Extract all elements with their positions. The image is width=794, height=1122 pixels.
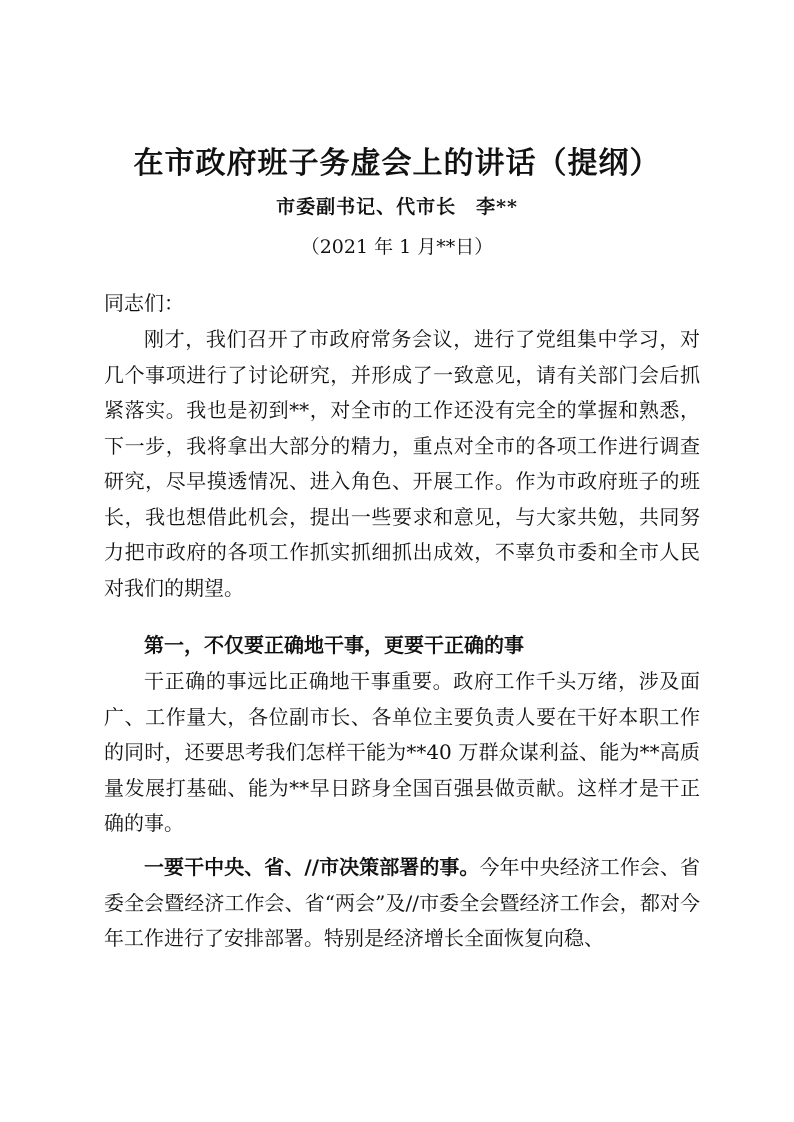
section-heading-first: 第一，不仅要正确地干事，更要干正确的事 <box>144 633 524 657</box>
paragraph-intro: 刚才，我们召开了市政府常务会议，进行了党组集中学习，对几个事项进行了讨论研究，并形成了一致意见，请有关部门会后抓紧落实。我也是初到**，对全市的工作还没有完全的掌握和熟悉，下一步，我将拿出大部分的精力，重点对全市的各项工作进行调查研究，尽早摸透情况、进入角色、开展工作。作为市政府班子的班长，我也想借此机会，提出一些要求和意见，与大家共勉，共同努力把市政府的各项工作抓实抓细抓出成效，不辜负市委和全市人民对我们的期望。 <box>104 327 700 600</box>
point-one-lead: 一要干中央、省、//市决策部署的事。 <box>144 855 480 879</box>
paragraph-point-one <box>104 850 700 957</box>
document-author: 市委副书记、代市长 李** <box>276 196 518 218</box>
point-one-text: 今年中央经济工作会、省委全会暨经济工作会、省“两会”及//市委全会暨经济工作会，都对今年工作进行了安排部署。特别是经济增长全面恢复向稳、 <box>104 855 701 950</box>
paragraph-section-one: 干正确的事远比正确地干事重要。政府工作千头万绪，涉及面广、工作量大，各位副市长、各单位主要负责人要在干好本职工作的同时，还要思考我们怎样干能为**40 万群众谋利益、能为**高质量发展打基础、能为**早日跻身全国百强县做贡献。这样才是干正确的事。 <box>104 669 700 835</box>
document-date: （2021 年 1 月**日） <box>300 236 494 258</box>
salutation: 同志们： <box>104 291 184 315</box>
document-title: 在市政府班子务虚会上的讲话（提纲） <box>133 146 661 181</box>
